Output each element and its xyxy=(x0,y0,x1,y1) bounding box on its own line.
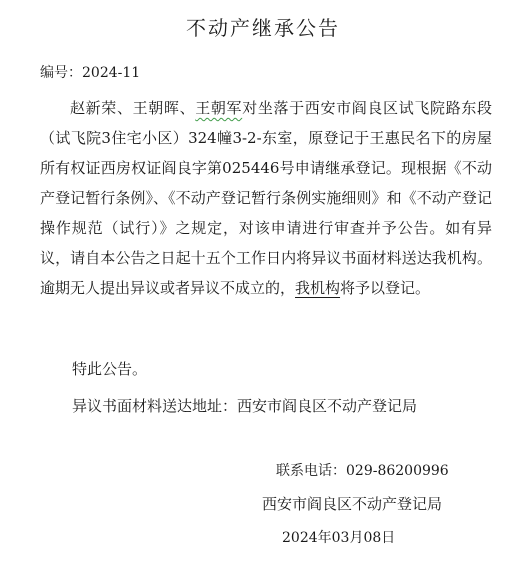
body-applicants: 赵新荣、王朝晖、 xyxy=(70,99,196,117)
body-applicant-last: 王朝军 xyxy=(195,99,243,117)
document-number: 编号：2024-11 xyxy=(40,65,141,81)
body-closing: 将予以登记。 xyxy=(340,279,431,297)
special-notice: 特此公告。 xyxy=(72,360,148,378)
page-title: 不动产继承公告 xyxy=(186,16,340,40)
announcement-body xyxy=(40,93,492,303)
objection-address: 异议书面材料送达地址：西安市阎良区不动产登记局 xyxy=(72,397,418,415)
signature-date: 2024年03月08日 xyxy=(282,530,396,546)
contact-phone: 联系电话：029-86200996 xyxy=(276,463,449,479)
signature-organization: 西安市阎良区不动产登记局 xyxy=(262,495,443,513)
body-main-text: 对坐落于西安市阎良区试飞院路东段（试飞院3住宅小区）324幢3-2-东室，原登记于王惠民名下的房屋所有权证西房权证阎良字第025446号申请继承登记。现根据《不动产登记暂行条例》、《不动产登记暂行条例实施细则》和《不动产登记操作规范（试行）》之规定，对该申请进行审查并予公告。如有异议，请自本公告之日起十五个工作日内将异议书面材料送达我机构。逾期无人提出异议或者异议不成立的， xyxy=(40,99,492,297)
body-institution: 我机构 xyxy=(295,279,341,297)
